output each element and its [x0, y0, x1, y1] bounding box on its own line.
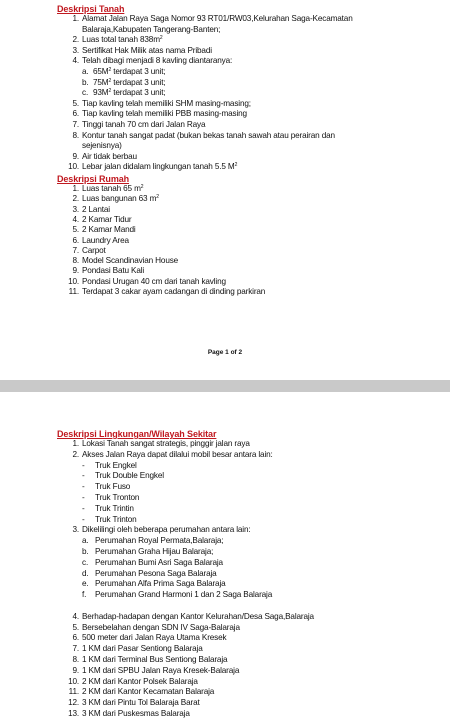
list-item-number: -	[82, 503, 85, 513]
list-item-text: Kontur tanah sangat padat (bukan bekas tanah sawah atau perairan dan	[82, 130, 335, 140]
page-number-footer: Page 1 of 2	[207, 349, 243, 356]
list-item-text: 1 KM dari Terminal Bus Sentiong Balaraja	[82, 655, 228, 664]
list-item-text: Perumahan Royal Permata,Balaraja;	[95, 536, 224, 546]
list-item-number: 6.	[72, 633, 79, 643]
list-item-number: 11.	[68, 687, 79, 697]
list-item-text: Telah dibagi menjadi 8 kavling diantaranya:	[82, 56, 233, 66]
list-item-text: Luas total tanah $838m^2$	[82, 35, 163, 45]
list-item-number: 2.	[72, 194, 79, 204]
list-item-text: Perumahan Pesona Saga Balaraja	[95, 568, 217, 578]
list-item-text: Truk Fuso	[95, 482, 131, 492]
list-item-text: $65M^2$ terdapat 3 unit;	[93, 67, 166, 76]
list-item-text: Truk Tronton	[95, 493, 140, 502]
list-item-text: Perumahan Grand Harmoni 1 dan 2 Saga Balaraja	[95, 590, 273, 600]
list-item-text: Tinggi tanah 70 cm dari Jalan Raya	[82, 120, 206, 129]
list-item-number: 1.	[72, 439, 79, 448]
list-item-number: -	[82, 460, 85, 470]
list-item-text: Alamat Jalan Raya Saga Nomor 93 RT01/RW03,Kelurahan Saga-Kecamatan	[82, 14, 353, 23]
list-item-number: d.	[82, 568, 89, 578]
list-item-text: Model Scandinavian House	[82, 256, 179, 266]
list-item-text: Air tidak berbau	[82, 151, 137, 161]
list-item-number: 11.	[68, 287, 79, 296]
list-item-number: c.	[82, 557, 89, 567]
list-item-number: 3.	[72, 45, 79, 55]
list-item-text: Tiap kavling telah memiliki SHM masing-masing;	[82, 98, 251, 108]
list-item-text: Berhadap-hadapan dengan Kantor Kelurahan/Desa Saga,Balaraja	[82, 611, 314, 621]
list-item-text: Perumahan Graha Hijau Balaraja;	[95, 547, 214, 556]
list-item-text: Tiap kavling telah memiliki PBB masing-masing	[82, 109, 247, 119]
list-item-text: Luas tanah 65 $m^2$	[82, 184, 144, 193]
section-heading-lingkungan: Deskripsi Lingkungan/Wilayah Sekitar	[57, 429, 217, 439]
list-item-number: -	[82, 482, 85, 492]
list-item-number: 6.	[72, 235, 79, 245]
list-item-text: 3 KM dari Puskesmas Balaraja	[82, 709, 190, 718]
list-item-number: b.	[82, 547, 89, 556]
list-item-number: 6.	[72, 109, 79, 119]
list-item-text: Truk Trintin	[95, 503, 134, 513]
list-item-text: Bersebelahan dengan SDN IV Saga-Balaraja	[82, 622, 240, 632]
list-item-text: 2 Kamar Mandi	[82, 225, 136, 235]
list-item-text: Carpot	[82, 245, 106, 255]
list-item-number: 8.	[72, 130, 79, 140]
list-item-text: Sertifikat Hak Milik atas nama Pribadi	[82, 45, 212, 55]
list-item-text: 2 Kamar Tidur	[82, 214, 132, 224]
list-item-text: Truk Double Engkel	[95, 471, 164, 481]
list-item-number: b.	[82, 77, 89, 87]
list-item-number: -	[82, 471, 85, 481]
document-page-2	[0, 392, 450, 720]
list-item-text: Terdapat 3 cakar ayam cadangan di dinding parkiran	[82, 287, 266, 296]
list-item-text: 2 KM dari Kantor Kecamatan Balaraja	[82, 687, 215, 697]
list-item-number: 8.	[72, 256, 79, 266]
list-item-number: 4.	[72, 611, 79, 621]
list-item-number: -	[82, 514, 85, 524]
list-item-text: 1 KM dari Pasar Sentiong Balaraja	[82, 644, 203, 654]
list-item-number: 9.	[72, 266, 79, 276]
list-item-number: 8.	[72, 655, 79, 664]
list-item-number: 7.	[72, 245, 79, 255]
list-item-text: Luas bangunan 63 $m^2$	[82, 194, 159, 204]
list-item-number: 10.	[68, 276, 79, 286]
list-item-number: -	[82, 493, 85, 502]
list-item-number: 7.	[72, 120, 79, 129]
list-item-text: Perumahan Alfa Prima Saga Balaraja	[95, 579, 226, 589]
section-heading-rumah: Deskripsi Rumah	[57, 174, 130, 184]
list-item-number: 10.	[68, 676, 79, 686]
list-item-text: Lebar jalan didalam lingkungan tanah 5.5 $M^2$	[82, 162, 238, 172]
list-item-text: Truk Engkel	[95, 460, 137, 470]
list-item-number: 12.	[68, 698, 79, 708]
list-item-number: 4.	[72, 214, 79, 224]
list-item-text: Perumahan Bumi Asri Saga Balaraja	[95, 557, 223, 567]
list-item-text: 500 meter dari Jalan Raya Utama Kresek	[82, 633, 227, 643]
list-item-number: 9.	[72, 665, 79, 675]
list-item-text: 2 KM dari Kantor Polsek Balaraja	[82, 676, 198, 686]
list-item-number: 1.	[72, 184, 79, 193]
list-item-text: 3 KM dari Pintu Tol Balaraja Barat	[82, 698, 200, 708]
list-item-text: Laundry Area	[82, 235, 129, 245]
list-item-number: a.	[82, 536, 89, 546]
list-item-number: 9.	[72, 151, 79, 161]
list-item-text: Akses Jalan Raya dapat dilalui mobil besar antara lain:	[82, 449, 273, 459]
list-item-number: 5.	[72, 98, 79, 108]
section-heading-tanah: Deskripsi Tanah	[57, 4, 125, 14]
list-item-number: 4.	[72, 56, 79, 66]
list-item-number: 3.	[72, 525, 79, 535]
list-item-number: c.	[82, 88, 89, 98]
list-item-text: 2 Lantai	[82, 204, 110, 214]
list-item-number: 1.	[72, 14, 79, 23]
list-item-text: Pondasi Batu Kali	[82, 266, 145, 276]
list-item-number: f.	[82, 590, 87, 600]
list-item-number: e.	[82, 579, 89, 589]
list-item-number: 5.	[72, 622, 79, 632]
list-item-text: Balaraja,Kabupaten Tangerang-Banten;	[82, 24, 221, 34]
list-item-text: Pondasi Urugan 40 cm dari tanah kavling	[82, 276, 226, 286]
list-item-number: a.	[82, 67, 89, 76]
list-item-number: 2.	[72, 35, 79, 45]
list-item-number: 2.	[72, 449, 79, 459]
list-item-text: sejenisnya)	[82, 141, 122, 151]
list-item-text: $93M^2$ terdapat 3 unit;	[93, 88, 166, 98]
list-item-text: $75M^2$ terdapat 3 unit;	[93, 77, 166, 87]
list-item-text: Dikelilingi oleh beberapa perumahan antara lain:	[82, 525, 251, 535]
list-item-number: 5.	[72, 225, 79, 235]
list-item-number: 3.	[72, 204, 79, 214]
list-item-number: 7.	[72, 644, 79, 654]
list-item-text: Lokasi Tanah sangat strategis, pinggir jalan raya	[82, 439, 250, 448]
list-item-text: 1 KM dari SPBU Jalan Raya Kresek-Balaraja	[82, 665, 240, 675]
list-item-number: 10.	[68, 162, 79, 172]
list-item-number: 13.	[68, 709, 79, 718]
list-item-text: Truk Trinton	[95, 514, 137, 524]
